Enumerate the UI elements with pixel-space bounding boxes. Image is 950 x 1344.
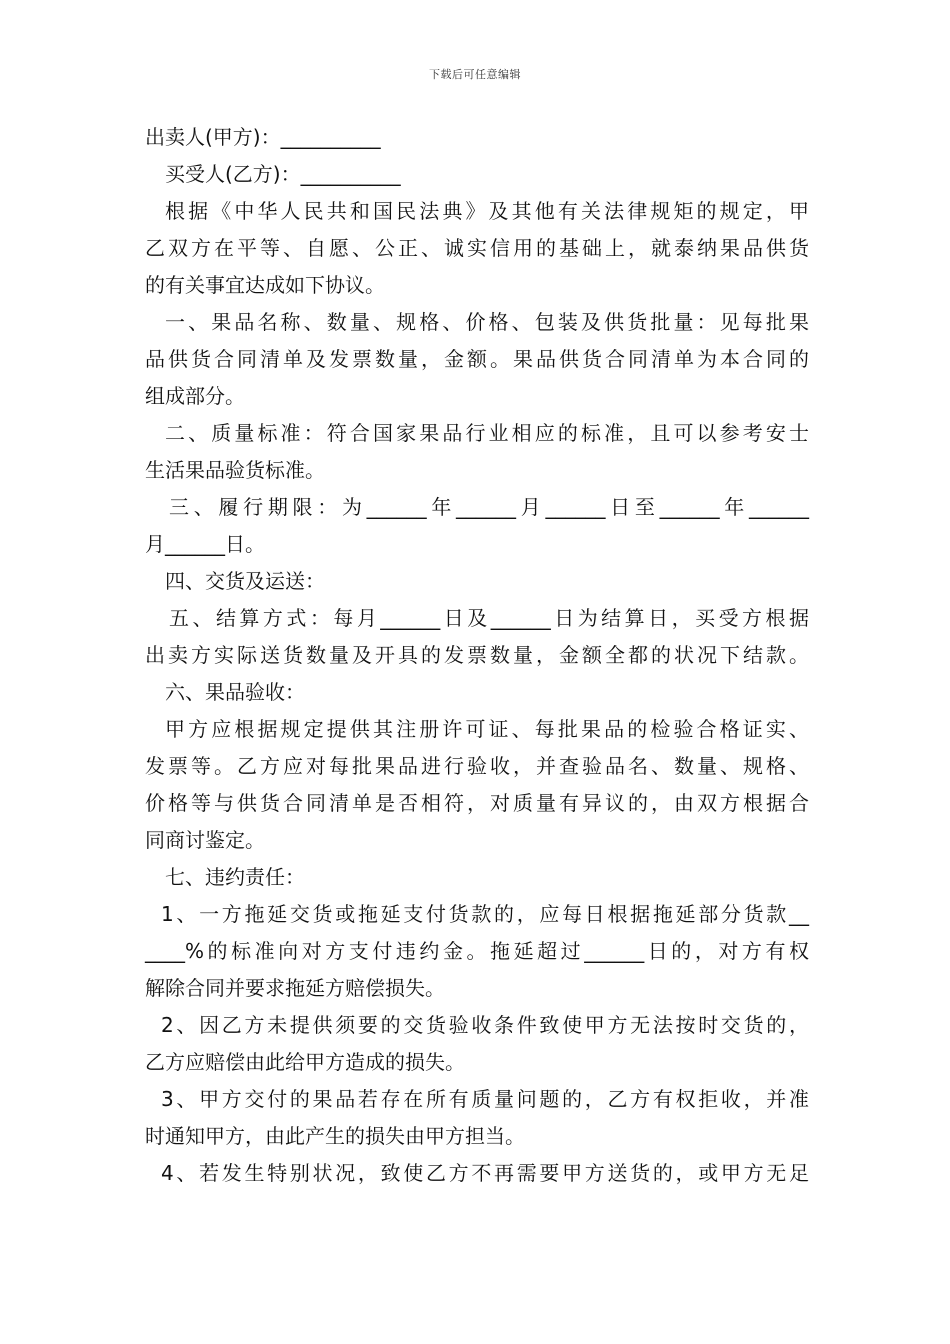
- document-line: 组成部分。: [145, 384, 245, 408]
- document-line: 发票等。乙方应对每批果品进行验收，并查验品名、数量、规格、: [145, 754, 809, 778]
- document-line: 三、履行期限：为______年______月______日至______年______: [169, 495, 809, 519]
- document-line: 同商讨鉴定。: [145, 828, 265, 852]
- document-line: 的有关事宜达成如下协议。: [145, 273, 385, 297]
- document-line: ____%的标准向对方支付违约金。拖延超过______日的，对方有权: [145, 939, 809, 963]
- document-line: 4、若发生特别状况，致使乙方不再需要甲方送货的，或甲方无足: [161, 1161, 809, 1185]
- document-line: 时通知甲方，由此产生的损失由甲方担当。: [145, 1124, 525, 1148]
- document-line: 月______日。: [145, 532, 265, 556]
- document-line: 品供货合同清单及发票数量，金额。果品供货合同清单为本合同的: [145, 347, 809, 371]
- document-line: 生活果品验货标准。: [145, 458, 325, 482]
- document-line: 1、一方拖延交货或拖延支付货款的，应每日根据拖延部分货款__: [161, 902, 809, 926]
- document-line: 一、果品名称、数量、规格、价格、包装及供货批量：见每批果: [165, 310, 809, 334]
- document-line: 乙方应赔偿由此给甲方造成的损失。: [145, 1050, 465, 1074]
- document-line: 二、质量标准：符合国家果品行业相应的标准，且可以参考安士: [165, 421, 809, 445]
- document-line: 买受人(乙方)：__________: [165, 162, 401, 186]
- document-line: 七、违约责任：: [165, 865, 305, 889]
- document-line: 出卖人(甲方)：__________: [145, 125, 381, 149]
- document-line: 3、甲方交付的果品若存在所有质量问题的，乙方有权拒收，并准: [161, 1087, 809, 1111]
- document-line: 价格等与供货合同清单是否相符，对质量有异议的，由双方根据合: [145, 791, 809, 815]
- document-line: 解除合同并要求拖延方赔偿损失。: [145, 976, 445, 1000]
- document-line: 四、交货及运送：: [165, 569, 325, 593]
- document-line: 乙双方在平等、自愿、公正、诚实信用的基础上，就泰纳果品供货: [145, 236, 809, 260]
- document-line: 2、因乙方未提供须要的交货验收条件致使甲方无法按时交货的，: [161, 1013, 809, 1037]
- page-header-note: 下载后可任意编辑: [429, 68, 521, 81]
- document-line: 甲方应根据规定提供其注册许可证、每批果品的检验合格证实、: [165, 717, 809, 741]
- document-line: 根据《中华人民共和国民法典》及其他有关法律规矩的规定，甲: [165, 199, 809, 223]
- contract-body: [145, 119, 809, 1192]
- document-line: 五、结算方式：每月______日及______日为结算日，买受方根据: [169, 606, 809, 630]
- document-line: 出卖方实际送货数量及开具的发票数量，金额全都的状况下结款。: [145, 643, 809, 667]
- document-line: 六、果品验收：: [165, 680, 305, 704]
